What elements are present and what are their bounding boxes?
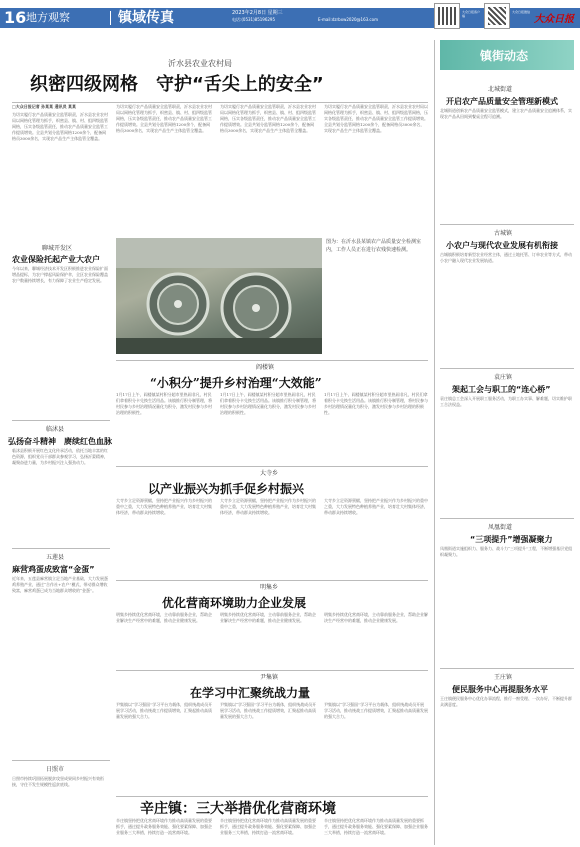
main-body-col4: 为切实履行农产品质量安全监管职责，沂水县农业农村局以网格化管理为抓手，织密县、镇、村、组四级监管网格，压实各级监管责任，推动农产品质量安全监管工作提质增效。全县共划分监管网格1200余个，配备网格员3000余名，实现农产品生产主体监管全覆盖。 [324,104,428,133]
sub4-place: 日照市 [46,766,65,773]
sub6-place: 大寺乡 [260,470,279,477]
sub8-title: 在学习中汇聚统战力量 [190,686,311,700]
main-body-col3: 为切实履行农产品质量安全监管职责，沂水县农业农村局以网格化管理为抓手，织密县、镇、村、组四级监管网格，压实各级监管责任，推动农产品质量安全监管工作提质增效。全县共划分监管网格1200余个，配备网格员3000余名，实现农产品生产主体监管全覆盖。 [220,104,316,133]
right-column-divider [434,40,435,845]
qr-code-1 [434,3,460,29]
bottom-body-1: 辛庄镇坚持把优化营商环境作为推动高质量发展的重要抓手，通过提升政务服务效能、强化要素保障、加强企业服务三大举措，持续打造一流营商环境。 [116,818,212,835]
sub5-body-3: 1月17日上午，阎楼镇某村积分超市里热闹非凡，村民们拿着积分卡兑换生活用品。该镇推行积分制管理，将村民参与乡村治理情况量化为积分，激发村民参与乡村治理的积极性。 [324,392,428,415]
sub2-title: 弘扬奋斗精神 赓续红色血脉 [8,436,112,446]
sub10-title: 小农户与现代农业发展有机衔接 [446,241,558,250]
sub6-body-2: 大寺乡立足资源禀赋，坚持把产业振兴作为乡村振兴的重中之重，大力发展特色种植养殖产业，培育壮大村集体经济，带动群众持续增收。 [220,498,316,515]
main-photo [116,238,322,354]
sub5-place: 阎楼镇 [256,364,275,371]
sub3-place: 五莲县 [46,554,65,561]
right-banner [440,40,574,70]
main-body-col2: 为切实履行农产品质量安全监管职责，沂水县农业农村局以网格化管理为抓手，织密县、镇、村、组四级监管网格，压实各级监管责任，推动农产品质量安全监管工作提质增效。全县共划分监管网格1200余个，配备网格员3000余名，实现农产品生产主体监管全覆盖。 [116,104,212,133]
main-title: 织密四级网格 守护“舌尖上的安全” [30,74,324,95]
sub7-body-1: 明集乡持续优化营商环境，主动靠前服务企业，帮助企业解决生产经营中的难题，推动企业健康发展。 [116,612,212,623]
sub5-body-1: 1月17日上午，阎楼镇某村积分超市里热闹非凡，村民们拿着积分卡兑换生活用品。该镇推行积分制管理，将村民参与乡村治理情况量化为积分，激发村民参与乡村治理的积极性。 [116,392,212,415]
sub5-body-2: 1月17日上午，阎楼镇某村积分超市里热闹非凡，村民们拿着积分卡兑换生活用品。该镇推行积分制管理，将村民参与乡村治理情况量化为积分，激发村民参与乡村治理的积极性。 [220,392,316,415]
sub4-body: 日照市持续巩固拓展脱贫攻坚成果同乡村振兴有效衔接，守住不发生规模性返贫底线。 [12,776,104,787]
main-kicker: 沂水县农业农村局 [168,59,232,68]
sub9-body: 北城街道创新农产品质量安全监管模式，建立农产品质量安全追溯体系，实现农产品从田间到餐桌全程可追溯。 [440,108,572,119]
wastewater-plant-illustration [116,238,322,354]
bottom-body-2: 辛庄镇坚持把优化营商环境作为推动高质量发展的重要抓手，通过提升政务服务效能、强化要素保障、加强企业服务三大举措，持续打造一流营商环境。 [220,818,316,835]
sub11-body: 袁庄镇总工会深入开展职工服务活动，为职工办实事、解难题，切实维护职工合法权益。 [440,396,572,407]
bottom-title: 辛庄镇：三大举措优化营商环境 [140,801,336,817]
qr-code-2 [484,3,510,29]
sub8-body-1: 尹集镇以“学习强国”学习平台为载体，组织统战成员开展学习活动，推动统战工作提质增效，汇聚起推动高质量发展的强大合力。 [116,702,213,719]
section-divider [110,11,111,25]
sub1-place: 聊城开发区 [42,245,73,252]
sub8-place: 尹集镇 [260,674,279,681]
sub9-title: 开启农产品质量安全管理新模式 [446,97,558,106]
sub12-place: 凤凰街道 [488,524,513,531]
sub3-title: 麻营鸡蛋成致富“金蛋” [12,565,95,574]
date: 2023年2月8日 星期三 [232,10,283,16]
sub2-place: 临沭县 [46,426,65,433]
sub11-place: 袁庄镇 [494,374,513,381]
sub13-body: 王庄镇便民服务中心优化办事流程，推行一窗受理、一次办好，不断提升群众满意度。 [440,696,572,707]
sub9-place: 北城街道 [488,86,513,93]
sub11-title: 架起工会与职工的“连心桥” [452,385,551,394]
main-body-col1: 为切实履行农产品质量安全监管职责，沂水县农业农村局以网格化管理为抓手，织密县、镇、村、组四级监管网格，压实各级监管责任，推动农产品质量安全监管工作提质增效。全县共划分监管网格1200余个，配备网格员3000余名，实现农产品生产主体监管全覆盖。 [12,112,108,141]
bottom-body-3: 辛庄镇坚持把优化营商环境作为推动高质量发展的重要抓手，通过提升政务服务效能、强化要素保障、加强企业服务三大举措，持续打造一流营商环境。 [324,818,428,835]
sub8-body-2: 尹集镇以“学习强国”学习平台为载体，组织统战成员开展学习活动，推动统战工作提质增效，汇聚起推动高质量发展的强大合力。 [220,702,317,719]
sub2-body: 临沭县积极开展红色文化传承活动，依托当地丰富的红色资源，组织党员干部群众参观学习，弘扬沂蒙精神，凝聚奋进力量，为乡村振兴注入强劲动力。 [12,448,108,465]
sub7-body-2: 明集乡持续优化营商环境，主动靠前服务企业，帮助企业解决生产经营中的难题，推动企业健康发展。 [220,612,316,623]
column-name: 镇域传真 [118,10,174,26]
sub7-title: 优化营商环境助力企业发展 [162,596,307,610]
photo-caption: 图为：在沂水县某镇农产品质量安全检测室内，工作人员正在进行农残快速检测。 [326,239,422,253]
sub1-title: 农业保险托起产业大农户 [12,255,100,264]
sub7-body-3: 明集乡持续优化营商环境，主动靠前服务企业，帮助企业解决生产经营中的难题，推动企业健康发展。 [324,612,428,623]
sub12-body: 凤凰街道实施组织力、服务力、战斗力“三项提升”工程，不断增强基层党组织凝聚力。 [440,546,573,557]
masthead [0,0,580,34]
page-number: 16 [4,8,27,27]
sub10-place: 古城镇 [494,230,513,237]
section-name: 地方观察 [26,11,70,24]
sub13-place: 王庄镇 [494,674,513,681]
editor-phone: 电话:(0531)85196295 [232,17,276,22]
sub1-body: 今年以来，聊城经济技术开发区积极推进农业保险扩面增品提标，为农户撑起风险保护伞，全区农业保险覆盖农户数量持续增长，有力保障了农业生产稳定发展。 [12,266,108,283]
sub6-body-3: 大寺乡立足资源禀赋，坚持把产业振兴作为乡村振兴的重中之重，大力发展特色种植养殖产业，培育壮大村集体经济，带动群众持续增收。 [324,498,428,515]
editor-email: E-mail:dzrbxw2020@163.com [318,17,378,22]
qr-label-1: 大众日报客户端 [462,10,481,18]
sub10-body: 古城镇积极培育新型农业经营主体，通过土地托管、订单农业等方式，带动小农户融入现代农业发展轨道。 [440,252,572,263]
sub5-title: “小积分”提升乡村治理“大效能” [150,376,322,390]
right-banner-title: 镇街动态 [480,49,529,63]
sub6-body-1: 大寺乡立足资源禀赋，坚持把产业振兴作为乡村振兴的重中之重，大力发展特色种植养殖产业，培育壮大村集体经济，带动群众持续增收。 [116,498,212,515]
sub8-body-3: 尹集镇以“学习强国”学习平台为载体，组织统战成员开展学习活动，推动统战工作提质增效，汇聚起推动高质量发展的强大合力。 [324,702,428,719]
sub13-title: 便民服务中心再提服务水平 [452,685,548,694]
paper-logo: 大众日报 [534,14,574,25]
sub6-title: 以产业振兴为抓手促乡村振兴 [148,482,305,496]
sub12-title: “三项提升”增强凝聚力 [470,535,553,544]
sub7-place: 明集乡 [260,584,279,591]
main-byline: □大众日报记者 孙某某 通讯员 某某 [12,104,76,109]
sub3-body: 近年来，五莲县麻营镇立足当地产业基础，大力发展蛋鸡养殖产业，通过“合作社+农户”模式，带动群众增收致富，麻营鸡蛋已成为当地群众增收的“金蛋”。 [12,576,108,593]
qr-label-2: 大众日报微信 [512,10,531,14]
